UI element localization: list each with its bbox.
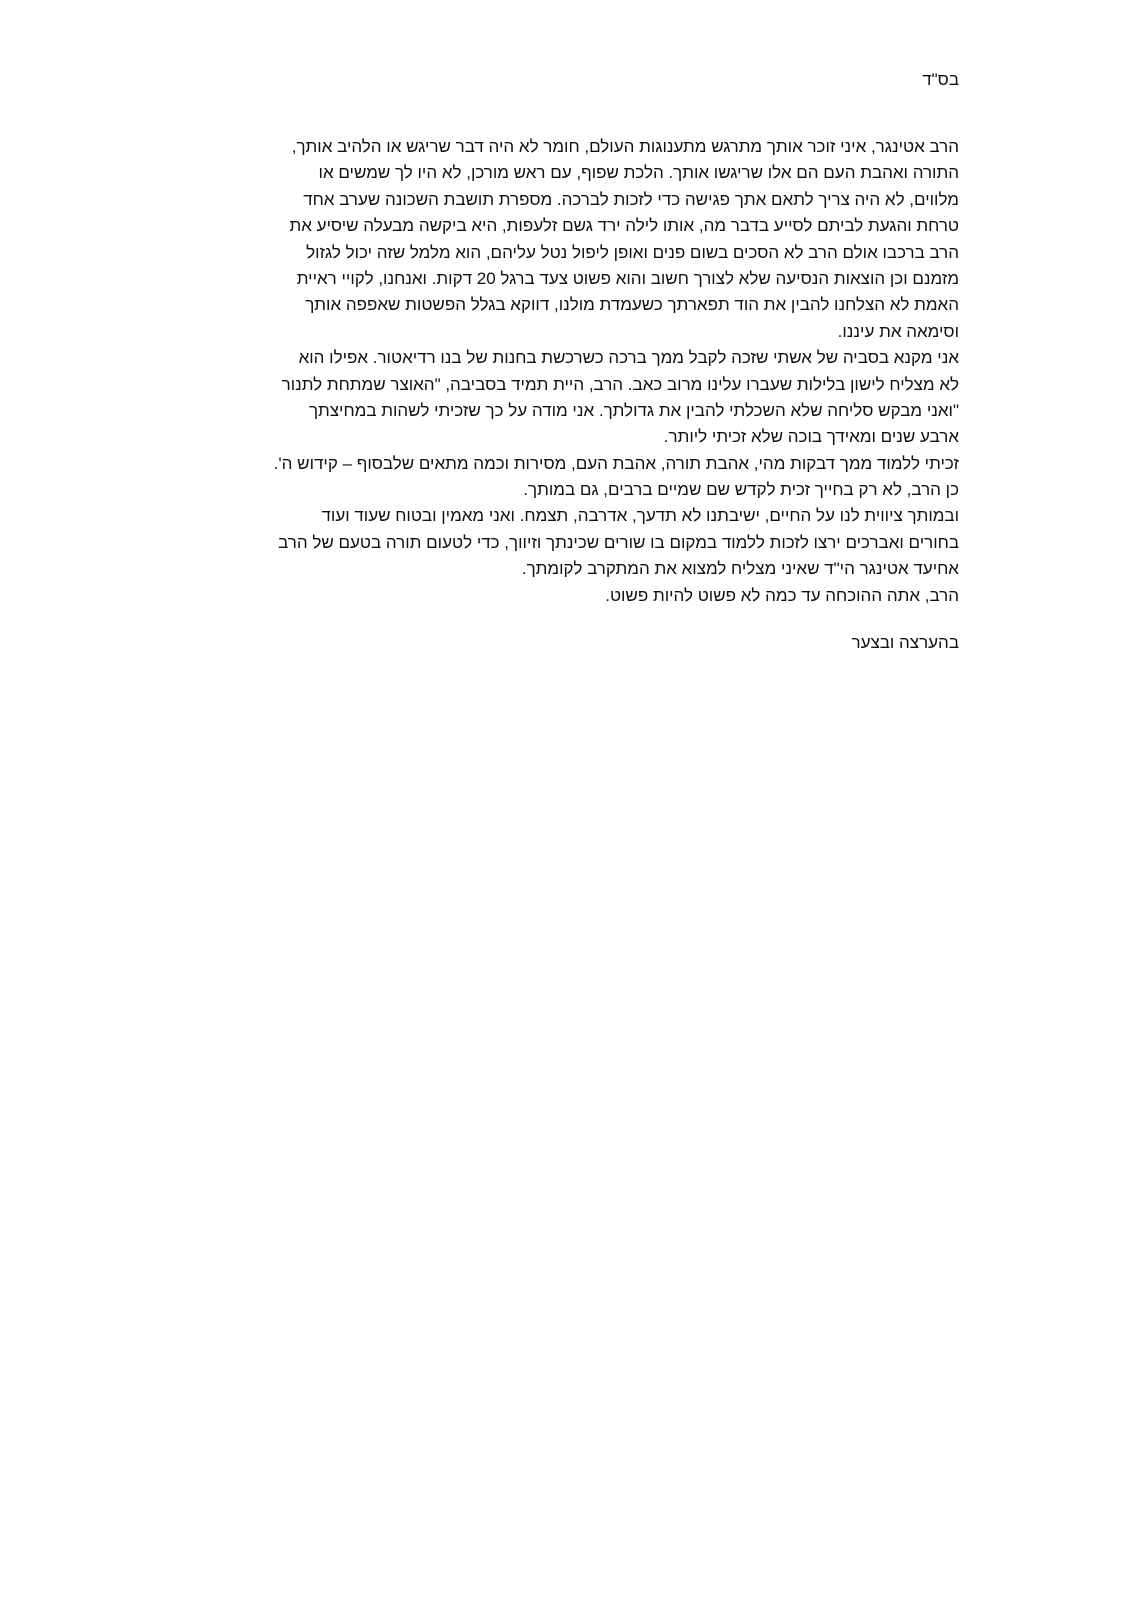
body-line: וסימאה את עיננו. [837, 321, 959, 341]
body-line: ובמותך ציווית לנו על החיים, ישיבתנו לא תדעך, אדרבה, תצמח. ואני מאמין ובטוח שעוד ועוד [321, 506, 959, 526]
body-line: אני מקנא בסביה של אשתי שזכה לקבל ממך ברכה כשרכשת בחנות של בנו רדיאטור. אפילו הוא [298, 348, 959, 368]
body-line: התורה ואהבת העם הם אלו שריגשו אותך. הלכת שפוף, עם ראש מורכן, לא היו לך שמשים או [318, 163, 959, 183]
body-line: הרב אטינגר, איני זוכר אותך מתרגש מתענוגות העולם, חומר לא היה דבר שריגש או הלהיב אותך, [291, 137, 959, 156]
body-line: כן הרב, לא רק בחייך זכית לקדש שם שמיים ברבים, גם במותך. [523, 480, 959, 500]
body-line: הרב ברכבו אולם הרב לא הסכים בשום פנים ואופן ליפול נטל עליהם, הוא מלמל שזה יכול לגזול [306, 242, 959, 262]
document-body [159, 134, 959, 609]
body-line: ארבע שנים ומאידך בוכה שלא זכיתי ליותר. [663, 427, 959, 447]
body-line: זכיתי ללמוד ממך דבקות מהי, אהבת תורה, אהבת העם, מסירות וכמה מתאים שלבסוף – קידוש ה'. [273, 453, 959, 473]
body-line: לא מצליח לישון בלילות שעברו עלינו מרוב כאב. הרב, היית תמיד בסביבה, "האוצר שמתחת לתנור [281, 374, 959, 394]
body-line: טרחת והגעת לביתם לסייע בדבר מה, אותו לילה ירד גשם זלעפות, היא ביקשה מבעלה שיסיע את [289, 216, 959, 236]
body-line: "ואני מבקש סליחה שלא השכלתי להבין את גדולתך. אני מודה על כך שזכיתי לשהות במחיצתך [308, 400, 959, 420]
document-signoff: בהערצה ובצער [851, 633, 959, 652]
body-line: בחורים ואברכים ירצו לזכות ללמוד במקום בו שורים שכינתך וזיווך, כדי לטעום תורה בטעם של הרב [278, 532, 959, 552]
body-line: מלווים, לא היה צריך לתאם אתך פגישה כדי לזכות לברכה. מספרת תושבת השכונה שערב אחד [303, 189, 959, 209]
body-line: האמת לא הצלחנו להבין את הוד תפארתך כשעמדת מולנו, דווקא בגלל הפשטות שאפפה אותך [305, 295, 959, 315]
body-line: מזמנם וכן הוצאות הנסיעה שלא לצורך חשוב והוא פשוט צעד ברגל 20 דקות. ואנחנו, לקויי ראיית [296, 268, 959, 288]
document-header: בס"ד [922, 70, 959, 89]
body-line: אחיעד אטינגר הי"ד שאיני מצליח למצוא את המתקרב לקומתך. [521, 559, 959, 579]
body-line: הרב, אתה ההוכחה עד כמה לא פשוט להיות פשוט. [605, 585, 959, 605]
